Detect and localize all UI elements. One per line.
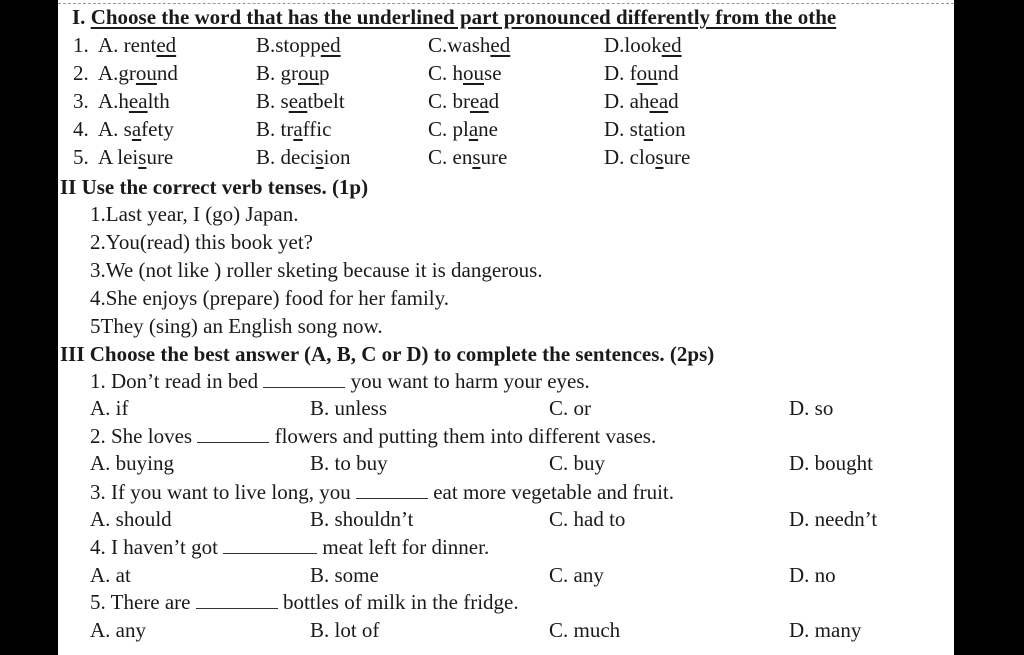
option-b: B. some <box>310 563 379 587</box>
option-d: D. many <box>789 618 862 642</box>
option-b: B. lot of <box>310 618 380 642</box>
option-c <box>428 116 498 142</box>
word-part: ure <box>146 145 174 169</box>
option-b <box>256 88 345 114</box>
option-b: B. to buy <box>310 451 388 475</box>
question-text: flowers and putting them into different vases. <box>274 424 657 448</box>
row-number: 5. <box>73 145 89 169</box>
question-text: 5. There are <box>90 590 191 614</box>
underlined-letters: ed <box>661 33 682 57</box>
option-a: A. if <box>90 396 129 420</box>
option-a: A. should <box>90 507 172 531</box>
option-b: B. shouldn’t <box>310 507 414 531</box>
word-part: A lei <box>98 145 139 169</box>
question-text: 3. If you want to live long, you <box>90 480 351 504</box>
word-part: D.look <box>604 33 662 57</box>
word-part: ffic <box>302 117 332 141</box>
question-text: bottles of milk in the fridge. <box>282 590 519 614</box>
option-d <box>604 144 690 170</box>
option-a <box>98 60 178 86</box>
answer-blank <box>196 592 278 609</box>
question-stem <box>90 479 674 505</box>
answer-blank <box>223 537 317 554</box>
section1-heading-text: Choose the word that has the underlined part pronounced differently from the othe <box>90 5 837 29</box>
underlined-letters: ea <box>470 89 489 113</box>
word-part: D. clo <box>604 145 656 169</box>
word-part: D. st <box>604 117 644 141</box>
word-part: d <box>488 89 500 113</box>
section1-rows <box>58 0 954 180</box>
section3-heading: III Choose the best answer (A, B, C or D) to complete the sentences. (2ps) <box>60 342 715 366</box>
underlined-letters: s <box>315 145 324 169</box>
option-a <box>98 32 176 58</box>
underlined-letters: ou <box>636 61 658 85</box>
word-part: A.gr <box>98 61 136 85</box>
word-part: D. f <box>604 61 637 85</box>
word-part: C. en <box>428 145 473 169</box>
option-c <box>428 88 499 114</box>
word-part: C. pl <box>428 117 469 141</box>
underlined-letters: a <box>643 117 654 141</box>
underlined-letters: ed <box>490 33 511 57</box>
question-text: you want to harm your eyes. <box>350 369 590 393</box>
option-a <box>98 88 170 114</box>
option-c <box>428 32 510 58</box>
section1-heading-lead: I. <box>72 5 91 29</box>
answer-blank <box>197 426 269 443</box>
underlined-letters: ea <box>128 89 148 113</box>
underlined-letters: s <box>472 145 481 169</box>
word-part: A.h <box>98 89 129 113</box>
question-text: 1. Don’t read in bed <box>90 369 259 393</box>
word-part: fety <box>141 117 174 141</box>
underlined-letters: ed <box>156 33 177 57</box>
answer-blank <box>263 371 345 388</box>
verb-item: 4.She enjoys (prepare) food for her family. <box>90 286 450 310</box>
row-number: 1. <box>73 33 89 57</box>
word-part: ure <box>480 145 508 169</box>
question-stem <box>90 368 590 394</box>
option-d: D. no <box>789 563 836 587</box>
option-a: A. any <box>90 618 146 642</box>
question-stem <box>90 534 489 560</box>
option-c <box>428 144 507 170</box>
option-a <box>98 144 173 170</box>
worksheet-page <box>58 0 954 655</box>
question-text: 4. I haven’t got <box>90 535 218 559</box>
word-part: C. h <box>428 61 464 85</box>
word-part: B.stopp <box>256 33 321 57</box>
underlined-letters: ea <box>288 89 308 113</box>
word-part: C.wash <box>428 33 491 57</box>
option-d: D. needn’t <box>789 507 878 531</box>
section2-heading: II Use the correct verb tenses. (1p) <box>60 175 369 199</box>
underlined-letters: ou <box>463 61 485 85</box>
underlined-letters: ou <box>298 61 319 85</box>
word-part: A. rent <box>98 33 157 57</box>
option-d <box>604 116 686 142</box>
verb-item: 1.Last year, I (go) Japan. <box>90 202 299 226</box>
option-b <box>256 60 330 86</box>
row-number: 2. <box>73 61 89 85</box>
answer-blank <box>356 482 428 499</box>
option-d <box>604 88 679 114</box>
word-part: ure <box>663 145 691 169</box>
verb-item: 3.We (not like ) roller sketing because it is dangerous. <box>90 258 543 282</box>
word-part: D. ah <box>604 89 650 113</box>
underlined-letters: s <box>655 145 664 169</box>
verb-item: 5They (sing) an English song now. <box>90 314 383 338</box>
option-c: C. any <box>549 563 604 587</box>
option-c: C. or <box>549 396 591 420</box>
option-d <box>604 32 682 58</box>
word-part: B. gr <box>256 61 298 85</box>
question-text: meat left for dinner. <box>322 535 490 559</box>
word-part: lth <box>147 89 170 113</box>
option-b <box>256 32 341 58</box>
underlined-letters: ou <box>135 61 157 85</box>
word-part: p <box>319 61 330 85</box>
option-b: B. unless <box>310 396 388 420</box>
row-number: 3. <box>73 89 89 113</box>
word-part: B. s <box>256 89 289 113</box>
question-text: 2. She loves <box>90 424 193 448</box>
option-d: D. bought <box>789 451 873 475</box>
word-part: tion <box>653 117 686 141</box>
option-d: D. so <box>789 396 834 420</box>
word-part: B. deci <box>256 145 316 169</box>
question-text: eat more vegetable and fruit. <box>433 480 675 504</box>
word-part: A. s <box>98 117 132 141</box>
underlined-letters: a <box>131 117 142 141</box>
underlined-letters: a <box>293 117 303 141</box>
option-a: A. at <box>90 563 131 587</box>
word-part: ion <box>323 145 351 169</box>
verb-item: 2.You(read) this book yet? <box>90 230 314 254</box>
underlined-letters: ed <box>320 33 341 57</box>
option-c: C. had to <box>549 507 626 531</box>
row-number: 4. <box>73 117 89 141</box>
word-part: C. br <box>428 89 470 113</box>
word-part: tbelt <box>307 89 345 113</box>
option-d <box>604 60 679 86</box>
question-stem <box>90 423 656 449</box>
word-part: d <box>668 89 679 113</box>
option-c <box>428 60 502 86</box>
option-b <box>256 116 331 142</box>
word-part: B. tr <box>256 117 294 141</box>
option-a: A. buying <box>90 451 174 475</box>
word-part: nd <box>657 61 679 85</box>
underlined-letters: ea <box>649 89 669 113</box>
question-stem <box>90 589 519 615</box>
word-part: ne <box>478 117 498 141</box>
option-b <box>256 144 351 170</box>
option-c: C. buy <box>549 451 606 475</box>
option-c: C. much <box>549 618 621 642</box>
underlined-letters: a <box>468 117 479 141</box>
word-part: se <box>484 61 502 85</box>
underlined-letters: s <box>138 145 147 169</box>
option-a <box>98 116 174 142</box>
word-part: nd <box>156 61 178 85</box>
